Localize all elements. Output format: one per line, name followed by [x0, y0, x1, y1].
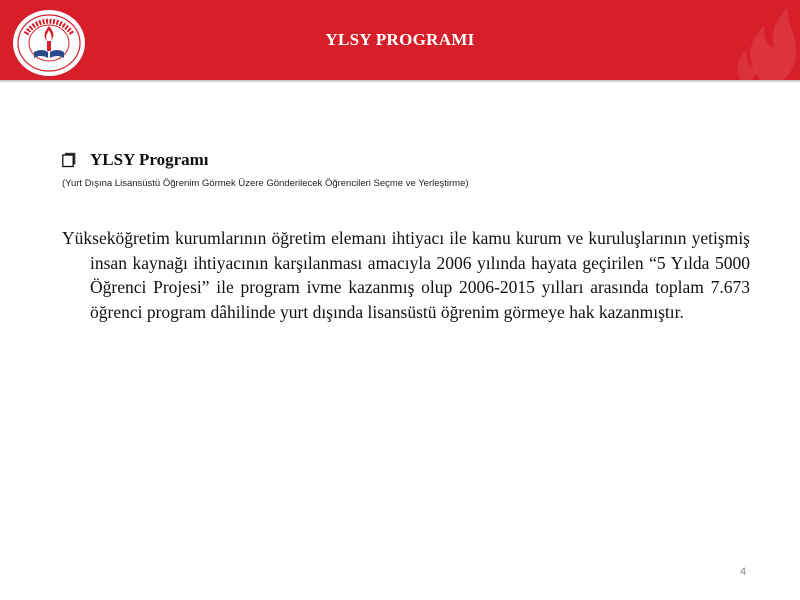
page-number: 4	[740, 566, 747, 578]
bullet-item	[62, 150, 209, 170]
slide-header	[0, 0, 800, 80]
bullet-title: YLSY Programı	[90, 150, 209, 169]
checkbox-icon	[62, 152, 76, 168]
slide-title: YLSY PROGRAMI	[325, 30, 475, 49]
flame-watermark-icon	[690, 0, 800, 80]
body-paragraph: Yükseköğretim kurumlarının öğretim elemanı ihtiyacı ile kamu kurum ve kuruluşlarının yetişmiş insan kaynağı ihtiyacının karşılanması amacıyla 2006 yılında hayata geçirilen “5 Yılda 5000 Öğrenci Projesi” ile program ivme kazanmış olup 2006-2015 yılları arasında toplam 7.673 öğrenci program dâhilinde yurt dışında lisansüstü öğrenim görmeye hak kazanmıştır.	[62, 228, 750, 322]
program-subtitle: (Yurt Dışına Lisansüstü Öğrenim Görmek Üzere Gönderilecek Öğrencileri Seçme ve Yerleştirme)	[62, 178, 469, 189]
header-shadow	[0, 80, 800, 83]
